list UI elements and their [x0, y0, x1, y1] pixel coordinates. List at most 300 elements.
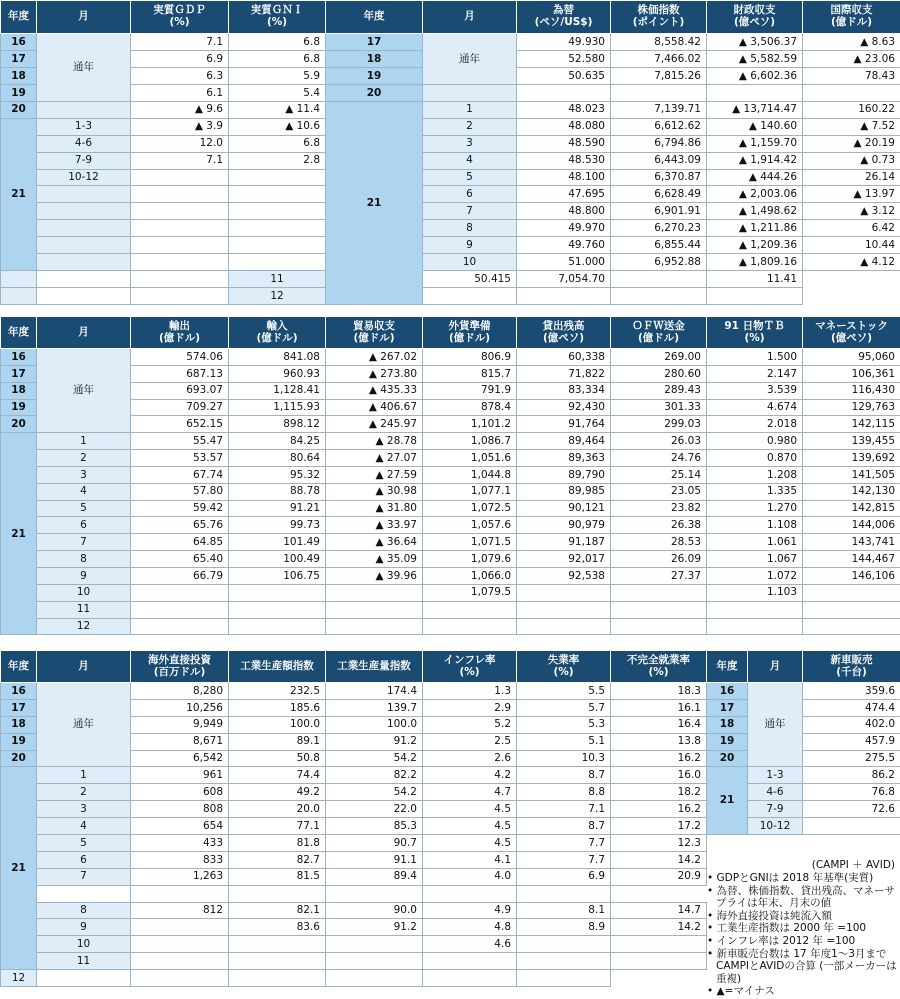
month-cell: 4-6	[748, 784, 803, 801]
month-cell: 4	[37, 483, 131, 500]
value-cell: 2.9	[423, 699, 517, 716]
value-cell: 5.1	[517, 733, 611, 750]
year-cell: 18	[1, 716, 37, 733]
month-cell: 10	[37, 584, 131, 601]
table-row	[1, 237, 900, 254]
month-cell	[37, 237, 131, 254]
note-item: • GDPとGNIは 2018 年基準(実質)	[707, 872, 874, 884]
value-cell: 11.41	[707, 271, 803, 288]
column-header: ＯＦＷ送金 (億ドル)	[611, 317, 707, 349]
value-cell: 652.15	[131, 416, 229, 433]
value-cell: 8.8	[517, 784, 611, 801]
value-cell: 90,979	[517, 517, 611, 534]
value-cell: ▲ 444.26	[707, 169, 803, 186]
value-cell: 6,443.09	[611, 152, 707, 169]
value-cell: 10.3	[517, 750, 611, 767]
value-cell	[326, 953, 423, 970]
value-cell: 14.2	[611, 851, 707, 868]
header-row	[1, 1, 900, 34]
column-header: 株価指数 (ポイント)	[611, 1, 707, 34]
value-cell	[803, 618, 900, 635]
month-cell: 9	[37, 567, 131, 584]
value-cell: 4.1	[423, 851, 517, 868]
value-cell: 13.8	[611, 733, 707, 750]
value-cell: 6,612.62	[611, 118, 707, 135]
value-cell	[131, 237, 229, 254]
value-cell: 6.3	[131, 67, 229, 84]
value-cell	[803, 601, 900, 618]
month-cell: 1	[423, 101, 517, 118]
month-cell: 通年	[37, 34, 131, 102]
table-row	[1, 101, 900, 118]
value-cell	[423, 970, 517, 987]
value-cell: 85.3	[326, 818, 423, 835]
month-cell: 1-3	[748, 767, 803, 784]
table-row	[1, 365, 900, 382]
year-cell: 21	[1, 767, 37, 970]
note-item: • 新車販売台数は 17 年度1〜3月までCAMPIとAVIDの合算 (一部メーカーは重複)	[707, 947, 897, 985]
column-header: 海外直接投資 (百万ドル)	[131, 651, 229, 683]
value-cell	[611, 288, 707, 305]
header-row	[1, 651, 900, 683]
value-cell: 92,430	[517, 399, 611, 416]
column-header: 貿易収支 (億ドル)	[326, 317, 423, 349]
year-cell: 18	[707, 716, 748, 733]
column-header: 輸入 (億ドル)	[229, 317, 326, 349]
month-cell: 通年	[37, 683, 131, 767]
table-row	[1, 517, 900, 534]
value-cell: 574.06	[131, 349, 229, 366]
value-cell: 81.8	[229, 835, 326, 852]
value-cell: 5.2	[423, 716, 517, 733]
value-cell	[803, 84, 900, 101]
value-cell: 86.2	[803, 767, 900, 784]
month-cell: 8	[37, 902, 131, 919]
month-cell: 7	[37, 868, 131, 885]
table-row	[1, 203, 900, 220]
header-row	[1, 317, 900, 349]
value-cell	[131, 919, 229, 936]
value-cell: 24.76	[611, 450, 707, 467]
value-cell: 16.2	[611, 750, 707, 767]
value-cell	[131, 601, 229, 618]
table-row	[1, 416, 900, 433]
value-cell	[517, 584, 611, 601]
value-cell	[707, 84, 803, 101]
value-cell: 4.674	[707, 399, 803, 416]
value-cell: ▲ 1,914.42	[707, 152, 803, 169]
value-cell: 67.74	[131, 466, 229, 483]
value-cell: 6.42	[803, 220, 900, 237]
value-cell: 289.43	[611, 382, 707, 399]
value-cell	[131, 885, 229, 902]
value-cell: 60,338	[517, 349, 611, 366]
month-cell: 10-12	[748, 818, 803, 835]
value-cell: 142,115	[803, 416, 900, 433]
month-cell: 8	[37, 551, 131, 568]
value-cell: 1.108	[707, 517, 803, 534]
value-cell	[229, 584, 326, 601]
month-cell: 2	[37, 450, 131, 467]
value-cell	[326, 584, 423, 601]
value-cell: 59.42	[131, 500, 229, 517]
value-cell: ▲ 3,506.37	[707, 34, 803, 51]
column-header: 91 日物ＴＢ (%)	[707, 317, 803, 349]
value-cell: 457.9	[803, 733, 900, 750]
value-cell: 139.7	[326, 699, 423, 716]
month-cell: 6	[37, 517, 131, 534]
value-cell: 1,079.6	[423, 551, 517, 568]
value-cell: 6,952.88	[611, 254, 707, 271]
value-cell: 50.8	[229, 750, 326, 767]
value-cell: 65.76	[131, 517, 229, 534]
table-row	[1, 500, 900, 517]
year-cell: 17	[1, 50, 37, 67]
value-cell: 1,115.93	[229, 399, 326, 416]
value-cell	[423, 288, 517, 305]
column-header: 新車販売 (千台)	[803, 651, 900, 683]
table-row	[1, 254, 900, 271]
value-cell: 23.05	[611, 483, 707, 500]
value-cell: ▲ 6,602.36	[707, 67, 803, 84]
value-cell	[423, 618, 517, 635]
column-header: 輸出 (億ドル)	[131, 317, 229, 349]
value-cell: 95.32	[229, 466, 326, 483]
month-cell: 4-6	[37, 135, 131, 152]
value-cell: 20.0	[229, 801, 326, 818]
value-cell: ▲ 2,003.06	[707, 186, 803, 203]
value-cell: 89.1	[229, 733, 326, 750]
value-cell: 144,006	[803, 517, 900, 534]
value-cell: 49.970	[517, 220, 611, 237]
column-header: 工業生産量指数	[326, 651, 423, 683]
value-cell: 48.023	[517, 101, 611, 118]
value-cell: 1,077.1	[423, 483, 517, 500]
column-header: 年度	[707, 651, 748, 683]
table-row	[1, 84, 900, 101]
value-cell: ▲ 3.12	[803, 203, 900, 220]
value-cell	[229, 601, 326, 618]
month-cell	[37, 186, 131, 203]
value-cell: 78.43	[803, 67, 900, 84]
value-cell: ▲ 27.07	[326, 450, 423, 467]
value-cell: 8.1	[517, 902, 611, 919]
value-cell: 1.335	[707, 483, 803, 500]
value-cell: 14.2	[611, 919, 707, 936]
value-cell: 808	[131, 801, 229, 818]
month-cell: 5	[37, 500, 131, 517]
value-cell: 54.2	[326, 750, 423, 767]
value-cell: 92,017	[517, 551, 611, 568]
table-row	[1, 767, 900, 784]
table-row	[1, 551, 900, 568]
value-cell: 185.6	[229, 699, 326, 716]
value-cell: 2.147	[707, 365, 803, 382]
value-cell: 4.8	[423, 919, 517, 936]
value-cell	[131, 970, 229, 987]
column-header: インフレ率 (%)	[423, 651, 517, 683]
month-cell: 11	[37, 601, 131, 618]
value-cell	[326, 936, 423, 953]
column-header: 実質ＧＮＩ (%)	[229, 1, 326, 34]
value-cell: 4.5	[423, 835, 517, 852]
value-cell: 71,822	[517, 365, 611, 382]
value-cell: 83,334	[517, 382, 611, 399]
value-cell: 474.4	[803, 699, 900, 716]
value-cell: 48.100	[517, 169, 611, 186]
column-header: 為替 (ペソ/US$)	[517, 1, 611, 34]
value-cell: ▲ 30.98	[326, 483, 423, 500]
value-cell: 64.85	[131, 534, 229, 551]
value-cell: 72.6	[803, 801, 900, 818]
value-cell: 812	[131, 902, 229, 919]
value-cell: 20.9	[611, 868, 707, 885]
value-cell: 129,763	[803, 399, 900, 416]
value-cell: ▲ 27.59	[326, 466, 423, 483]
value-cell: 6.8	[229, 50, 326, 67]
year-cell: 19	[1, 733, 37, 750]
value-cell: 232.5	[229, 683, 326, 700]
column-header: 国際収支 (億ドル)	[803, 1, 900, 34]
month-cell	[37, 254, 131, 271]
column-header: 外貨準備 (億ドル)	[423, 317, 517, 349]
month-cell: 4	[37, 818, 131, 835]
month-cell: 11	[229, 271, 326, 288]
value-cell	[37, 271, 131, 288]
value-cell: 8,280	[131, 683, 229, 700]
month-cell: 2	[423, 118, 517, 135]
value-cell: 280.60	[611, 365, 707, 382]
month-cell: 1-3	[37, 118, 131, 135]
year-cell: 17	[1, 699, 37, 716]
year-cell: 20	[1, 416, 37, 433]
value-cell: 1,072.5	[423, 500, 517, 517]
value-cell: ▲ 245.97	[326, 416, 423, 433]
value-cell: ▲ 31.80	[326, 500, 423, 517]
value-cell: 4.5	[423, 801, 517, 818]
value-cell: ▲ 140.60	[707, 118, 803, 135]
value-cell: 26.14	[803, 169, 900, 186]
value-cell: 6.8	[229, 34, 326, 51]
value-cell: 693.07	[131, 382, 229, 399]
value-cell	[229, 970, 326, 987]
year-cell: 19	[707, 733, 748, 750]
value-cell	[131, 169, 229, 186]
month-cell	[37, 220, 131, 237]
value-cell: 16.1	[611, 699, 707, 716]
value-cell: 1,071.5	[423, 534, 517, 551]
table-row	[1, 818, 900, 835]
table-row	[1, 450, 900, 467]
value-cell: 2.5	[423, 733, 517, 750]
month-cell: 12	[1, 970, 37, 987]
value-cell: ▲ 1,809.16	[707, 254, 803, 271]
value-cell: 6,628.49	[611, 186, 707, 203]
month-cell: 7	[37, 534, 131, 551]
value-cell: 91.1	[326, 851, 423, 868]
value-cell	[517, 885, 611, 902]
table-row	[1, 466, 900, 483]
value-cell: 49.760	[517, 237, 611, 254]
value-cell: 4.5	[423, 818, 517, 835]
value-cell	[229, 885, 326, 902]
value-cell: 301.33	[611, 399, 707, 416]
table-row	[1, 135, 900, 152]
value-cell: 74.4	[229, 767, 326, 784]
value-cell: 7.7	[517, 835, 611, 852]
value-cell	[229, 953, 326, 970]
month-cell: 3	[423, 135, 517, 152]
value-cell: 299.03	[611, 416, 707, 433]
value-cell: ▲ 13.97	[803, 186, 900, 203]
value-cell	[131, 254, 229, 271]
table-row	[1, 534, 900, 551]
value-cell: 82.2	[326, 767, 423, 784]
table-row	[1, 567, 900, 584]
table-trade-finance	[0, 316, 900, 635]
value-cell: 89.4	[326, 868, 423, 885]
month-cell: 9	[37, 919, 131, 936]
value-cell: 26.09	[611, 551, 707, 568]
value-cell	[423, 601, 517, 618]
value-cell	[611, 584, 707, 601]
table-row	[1, 169, 900, 186]
value-cell: 92,538	[517, 567, 611, 584]
month-cell: 1	[37, 433, 131, 450]
notes-panel	[707, 859, 899, 998]
value-cell: 48.530	[517, 152, 611, 169]
value-cell: ▲ 0.73	[803, 152, 900, 169]
year-cell: 20	[1, 101, 37, 118]
value-cell: 0.870	[707, 450, 803, 467]
value-cell: 6.9	[131, 50, 229, 67]
value-cell	[229, 618, 326, 635]
value-cell: ▲ 1,498.62	[707, 203, 803, 220]
value-cell: 89,985	[517, 483, 611, 500]
value-cell	[229, 220, 326, 237]
table-row	[1, 288, 900, 305]
value-cell: ▲ 9.6	[131, 101, 229, 118]
value-cell: 10,256	[131, 699, 229, 716]
note-item: • インフレ率は 2012 年 =100	[707, 934, 856, 947]
value-cell: 65.40	[131, 551, 229, 568]
year-cell: 20	[326, 84, 423, 101]
source-note: (CAMPI ＋ AVID)	[811, 859, 895, 871]
value-cell	[229, 186, 326, 203]
value-cell: 1,066.0	[423, 567, 517, 584]
value-cell: 17.2	[611, 818, 707, 835]
month-cell	[37, 101, 131, 118]
column-header: 財政収支 (億ペソ)	[707, 1, 803, 34]
value-cell: ▲ 3.9	[131, 118, 229, 135]
value-cell: ▲ 406.67	[326, 399, 423, 416]
value-cell: 7,815.26	[611, 67, 707, 84]
year-cell: 16	[1, 349, 37, 366]
value-cell: 57.80	[131, 483, 229, 500]
value-cell: 6,370.87	[611, 169, 707, 186]
value-cell: 89,790	[517, 466, 611, 483]
value-cell: 25.14	[611, 466, 707, 483]
value-cell	[37, 970, 131, 987]
value-cell: 7.1	[131, 152, 229, 169]
value-cell: 841.08	[229, 349, 326, 366]
value-cell: 5.5	[517, 683, 611, 700]
month-cell: 7	[423, 203, 517, 220]
value-cell: 28.53	[611, 534, 707, 551]
value-cell: 2.8	[229, 152, 326, 169]
value-cell: ▲ 273.80	[326, 365, 423, 382]
value-cell: 4.7	[423, 784, 517, 801]
value-cell: 16.2	[611, 801, 707, 818]
table-row	[1, 601, 900, 618]
value-cell: 8,558.42	[611, 34, 707, 51]
value-cell: 50.415	[423, 271, 517, 288]
value-cell: ▲ 13,714.47	[707, 101, 803, 118]
table-row	[1, 584, 900, 601]
value-cell: 91.21	[229, 500, 326, 517]
month-cell: 3	[37, 801, 131, 818]
value-cell: 52.580	[517, 50, 611, 67]
value-cell: 54.2	[326, 784, 423, 801]
value-cell: 88.78	[229, 483, 326, 500]
value-cell: 960.93	[229, 365, 326, 382]
value-cell	[326, 601, 423, 618]
month-cell: 通年	[37, 349, 131, 433]
value-cell: 81.5	[229, 868, 326, 885]
month-cell: 3	[37, 466, 131, 483]
value-cell: 14.7	[611, 902, 707, 919]
column-header: 不完全就業率 (%)	[611, 651, 707, 683]
value-cell: 47.695	[517, 186, 611, 203]
table-row	[1, 382, 900, 399]
value-cell: 106.75	[229, 567, 326, 584]
month-cell: 7-9	[37, 152, 131, 169]
value-cell: 961	[131, 767, 229, 784]
value-cell: 7.7	[517, 851, 611, 868]
column-header: 月	[423, 1, 517, 34]
value-cell: 654	[131, 818, 229, 835]
note-item: • 工業生産指数は 2000 年 =100	[707, 922, 867, 935]
value-cell: 1.208	[707, 466, 803, 483]
value-cell	[131, 288, 229, 305]
year-cell: 19	[326, 67, 423, 84]
year-cell: 19	[1, 84, 37, 101]
month-cell: 5	[37, 835, 131, 852]
table-row	[1, 118, 900, 135]
value-cell	[131, 936, 229, 953]
value-cell: 26.38	[611, 517, 707, 534]
value-cell: 1,044.8	[423, 466, 517, 483]
table-row	[1, 152, 900, 169]
month-cell: 10	[37, 936, 131, 953]
value-cell: 16.0	[611, 767, 707, 784]
table-row	[1, 683, 900, 700]
value-cell	[517, 601, 611, 618]
value-cell: 9,949	[131, 716, 229, 733]
value-cell	[229, 254, 326, 271]
year-cell: 21	[1, 118, 37, 270]
month-cell: 7-9	[748, 801, 803, 818]
value-cell: 1.103	[707, 584, 803, 601]
column-header: 実質ＧＤＰ (%)	[131, 1, 229, 34]
value-cell: 99.73	[229, 517, 326, 534]
month-cell: 12	[37, 618, 131, 635]
year-cell: 16	[1, 34, 37, 51]
value-cell: 5.3	[517, 716, 611, 733]
value-cell: ▲ 36.64	[326, 534, 423, 551]
column-header: 月	[748, 651, 803, 683]
table-row	[1, 618, 900, 635]
